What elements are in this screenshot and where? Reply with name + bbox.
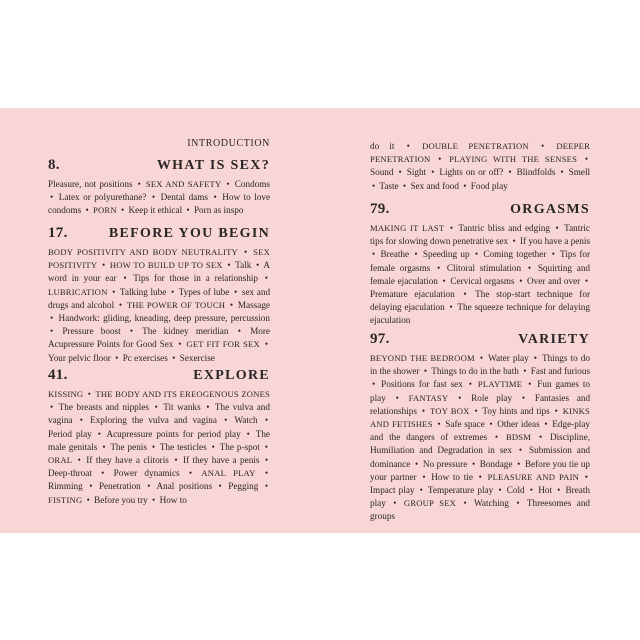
section-entries xyxy=(370,140,590,193)
contents-entry: Pc exercises xyxy=(122,352,168,363)
bullet-separator: • xyxy=(172,352,176,363)
contents-entry: THE POWER OF TOUCH xyxy=(126,299,226,310)
bullet-separator: • xyxy=(101,468,105,479)
bullet-separator: • xyxy=(474,405,478,416)
contents-entry: The stop-start technique for delaying ejaculation xyxy=(370,289,591,313)
running-head: INTRODUCTION xyxy=(187,138,270,149)
contents-entry: Submission and dominance xyxy=(370,445,591,469)
contents-entry: Acupressure points for period play xyxy=(106,428,241,439)
bullet-separator: • xyxy=(264,455,269,466)
bullet-separator: • xyxy=(463,289,467,300)
contents-entry: Clitoral stimulation xyxy=(446,262,522,273)
contents-section-explore xyxy=(48,368,270,507)
bullet-separator: • xyxy=(188,468,193,479)
contents-entry: Sexercise xyxy=(179,352,215,363)
contents-entry: Temperature play xyxy=(427,485,494,496)
contents-entry: Tantric bliss and edging xyxy=(458,223,550,233)
contents-entry: Condoms xyxy=(234,179,270,189)
bullet-separator: • xyxy=(372,249,376,260)
bullet-separator: • xyxy=(463,180,467,191)
bullet-separator: • xyxy=(186,205,190,216)
contents-entry: Squirting and female ejaculation xyxy=(370,262,591,286)
contents-entry: Role play xyxy=(471,392,513,403)
contents-entry: Deep-throat xyxy=(48,468,92,479)
bullet-separator: • xyxy=(233,286,238,297)
bullet-separator: • xyxy=(174,455,178,466)
section-heading xyxy=(48,226,270,241)
contents-entry: Talk xyxy=(235,260,252,271)
contents-entry: Breath play xyxy=(370,485,591,509)
section-entries xyxy=(48,388,270,507)
section-page-number: 97. xyxy=(370,331,390,347)
bullet-separator: • xyxy=(474,249,479,260)
right-page xyxy=(370,108,590,533)
bullet-separator: • xyxy=(206,402,210,413)
bullet-separator: • xyxy=(121,205,125,216)
contents-entry: Keep it ethical xyxy=(128,205,183,216)
contents-entry: Water play xyxy=(488,353,529,363)
bullet-separator: • xyxy=(528,379,532,390)
contents-entry: KINKS AND FETISHES xyxy=(370,405,591,430)
bullet-separator: • xyxy=(533,353,538,363)
contents-entry: ANAL PLAY xyxy=(201,468,256,479)
bullet-separator: • xyxy=(50,326,54,337)
contents-entry: PORN xyxy=(93,205,117,216)
bullet-separator: • xyxy=(77,455,81,466)
contents-entry: BEYOND THE BEDROOM xyxy=(370,353,475,363)
bullet-separator: • xyxy=(471,458,476,469)
section-heading xyxy=(370,202,590,217)
bullet-separator: • xyxy=(521,392,526,403)
bullet-separator: • xyxy=(519,275,523,286)
section-title: VARIETY xyxy=(518,332,590,347)
contents-section-orgasms xyxy=(370,202,590,328)
bullet-separator: • xyxy=(463,498,467,509)
contents-entry: Sound xyxy=(370,167,394,178)
bullet-separator: • xyxy=(170,286,175,297)
contents-entry: Handwork: gliding, kneading, deep pressure, percussion xyxy=(58,313,270,324)
bullet-separator: • xyxy=(498,485,502,496)
contents-entry: BODY POSITIVITY AND BODY NEUTRALITY xyxy=(48,247,238,257)
contents-entry: The male genitals xyxy=(48,428,270,452)
bullet-separator: • xyxy=(494,432,499,443)
contents-entry: Blindfolds xyxy=(516,167,556,178)
contents-entry: Exploring the vulva and vagina xyxy=(90,415,217,426)
bullet-separator: • xyxy=(557,485,561,496)
section-entries xyxy=(370,352,590,524)
contents-entry: GET FIT FOR SEX xyxy=(186,339,260,350)
contents-entry: Cold xyxy=(506,485,525,496)
contents-entry: How to tie xyxy=(431,471,473,482)
bullet-separator: • xyxy=(414,458,419,469)
contents-entry: sex and drugs and alcohol xyxy=(48,286,271,310)
contents-entry: Fun games to play xyxy=(370,379,590,403)
contents-entry: Cervical orgasms xyxy=(450,275,515,286)
bullet-separator: • xyxy=(442,275,446,286)
contents-entry: Penetration xyxy=(98,481,141,492)
contents-entry: A word in your ear xyxy=(48,260,271,284)
bullet-separator: • xyxy=(517,458,521,469)
contents-entry: MAKING IT LAST xyxy=(370,223,445,233)
contents-entry: Before you try xyxy=(94,494,148,505)
bullet-separator: • xyxy=(123,273,127,284)
bullet-separator: • xyxy=(101,260,106,271)
left-page xyxy=(48,108,270,533)
contents-entry: Latex or polyurethane? xyxy=(58,192,147,203)
bullet-separator: • xyxy=(211,441,215,452)
bullet-separator: • xyxy=(419,485,423,496)
contents-section-variety xyxy=(370,332,590,524)
bullet-separator: • xyxy=(89,481,93,492)
contents-entry: Tit wanks xyxy=(163,402,201,413)
bullet-separator: • xyxy=(264,481,269,492)
bullet-separator: • xyxy=(529,485,534,496)
bullet-separator: • xyxy=(264,468,269,479)
bullet-separator: • xyxy=(422,471,426,482)
contents-entry: PLAYTIME xyxy=(477,379,523,390)
contents-entry: Period play xyxy=(48,428,92,439)
bullet-separator: • xyxy=(544,419,548,430)
contents-entry: Watching xyxy=(474,498,509,509)
contents-entry: DEEPER PENETRATION xyxy=(370,141,591,165)
bullet-separator: • xyxy=(478,471,482,482)
bullet-separator: • xyxy=(264,441,268,452)
bullet-separator: • xyxy=(479,353,484,363)
contents-entry: Tips for those in a relationship xyxy=(133,273,258,284)
contents-entry: Talking lube xyxy=(119,286,167,297)
contents-entry: Power dynamics xyxy=(113,468,180,479)
contents-entry: Things to do in the shower xyxy=(370,353,590,377)
contents-entry: Speeding up xyxy=(422,249,470,260)
section-title: EXPLORE xyxy=(193,368,270,383)
contents-entry: If you have a penis xyxy=(520,236,591,247)
bullet-separator: • xyxy=(86,494,90,505)
bullet-separator: • xyxy=(395,392,399,403)
bullet-separator: • xyxy=(87,389,91,399)
contents-entry: Threesomes and groups xyxy=(370,498,591,522)
bullet-separator: • xyxy=(112,286,116,297)
contents-entry: Smell xyxy=(568,167,591,178)
contents-entry: SEX AND SAFETY xyxy=(145,179,222,189)
bullet-separator: • xyxy=(458,392,462,403)
bullet-separator: • xyxy=(554,405,558,416)
bullet-separator: • xyxy=(393,498,397,509)
bullet-separator: • xyxy=(229,299,234,310)
bullet-separator: • xyxy=(421,405,426,416)
contents-entry: Your pelvic floor xyxy=(48,352,111,363)
bullet-separator: • xyxy=(50,402,54,413)
section-page-number: 79. xyxy=(370,201,390,217)
contents-entry: ORAL xyxy=(48,455,73,466)
bullet-separator: • xyxy=(468,379,472,390)
contents-entry: TOY BOX xyxy=(430,405,470,416)
contents-entry: Sight xyxy=(406,167,427,178)
bullet-separator: • xyxy=(437,419,441,430)
bullet-separator: • xyxy=(508,167,512,178)
contents-entry: The testicles xyxy=(159,441,207,452)
bullet-separator: • xyxy=(118,299,123,310)
section-title: ORGASMS xyxy=(510,202,590,217)
bullet-separator: • xyxy=(402,180,407,191)
contents-entry: FISTING xyxy=(48,494,83,505)
bullet-separator: • xyxy=(137,179,141,189)
bullet-separator: • xyxy=(372,180,376,191)
contents-entry: HOW TO BUILD UP TO SEX xyxy=(109,260,223,271)
contents-entry: Coming together xyxy=(483,249,547,260)
contents-entry: How to xyxy=(159,494,187,505)
contents-entry: Types of lube xyxy=(178,286,230,297)
contents-entry: Other ideas xyxy=(497,419,540,430)
bullet-separator: • xyxy=(50,313,54,324)
bullet-separator: • xyxy=(436,262,441,273)
contents-entry: Pegging xyxy=(228,481,259,492)
contents-continuation xyxy=(370,140,590,193)
book-spread xyxy=(0,108,640,533)
contents-entry: Edge-play and the dangers of extremes xyxy=(370,419,591,443)
contents-entry: The penis xyxy=(110,441,147,452)
bullet-separator: • xyxy=(79,415,83,426)
bullet-separator: • xyxy=(50,192,54,203)
contents-entry: LUBRICATION xyxy=(48,286,108,297)
contents-entry: The vulva and vagina xyxy=(48,402,270,426)
contents-entry: DOUBLE PENETRATION xyxy=(422,141,529,151)
section-page-number: 17. xyxy=(48,225,68,241)
bullet-separator: • xyxy=(449,223,454,233)
contents-entry: do it xyxy=(370,141,395,151)
bullet-separator: • xyxy=(423,366,428,377)
contents-entry: FANTASY xyxy=(408,392,449,403)
contents-entry: Anal positions xyxy=(156,481,213,492)
contents-section-before-you-begin xyxy=(48,226,270,365)
bullet-separator: • xyxy=(147,481,151,492)
bullet-separator: • xyxy=(264,415,269,426)
contents-entry: No pressure xyxy=(422,458,468,469)
contents-entry: The p-spot xyxy=(219,441,260,452)
contents-entry: Dental dams xyxy=(160,192,208,203)
bullet-separator: • xyxy=(256,260,260,271)
section-heading xyxy=(48,368,270,383)
contents-entry: Pressure boost xyxy=(62,326,121,337)
contents-entry: Safe space xyxy=(445,419,485,430)
bullet-separator: • xyxy=(226,179,230,189)
section-title: BEFORE YOU BEGIN xyxy=(108,226,270,241)
bullet-separator: • xyxy=(129,326,134,337)
contents-entry: Watch xyxy=(234,415,258,426)
bullet-separator: • xyxy=(237,326,241,337)
contents-entry: The breasts and nipples xyxy=(58,402,149,413)
contents-entry: Things to do in the bath xyxy=(431,366,519,377)
bullet-separator: • xyxy=(151,192,156,203)
bullet-separator: • xyxy=(97,428,101,439)
bullet-separator: • xyxy=(431,167,435,178)
bullet-separator: • xyxy=(85,205,89,216)
bullet-separator: • xyxy=(489,419,493,430)
contents-entry: If they have a penis xyxy=(182,455,260,466)
section-entries xyxy=(370,222,590,328)
bullet-separator: • xyxy=(518,445,523,456)
bullet-separator: • xyxy=(414,249,418,260)
bullet-separator: • xyxy=(512,236,516,247)
contents-entry: Before you tie up your partner xyxy=(370,458,591,482)
section-page-number: 8. xyxy=(48,157,60,173)
contents-entry: More Acupressure Points for Good Sex xyxy=(48,326,271,350)
contents-entry: The squeeze technique for delaying ejaculation xyxy=(370,302,590,326)
contents-entry: Premature ejaculation xyxy=(370,289,455,300)
bullet-separator: • xyxy=(264,273,268,284)
bullet-separator: • xyxy=(213,192,217,203)
bullet-separator: • xyxy=(115,352,119,363)
bullet-separator: • xyxy=(584,154,589,165)
bullet-separator: • xyxy=(102,441,106,452)
contents-entry: Over and over xyxy=(527,275,581,286)
contents-entry: If they have a clitoris xyxy=(86,455,169,466)
bullet-separator: • xyxy=(555,223,559,233)
contents-entry: Rimming xyxy=(48,481,83,492)
bullet-separator: • xyxy=(540,141,545,151)
contents-entry: Hot xyxy=(538,485,552,496)
contents-entry: KISSING xyxy=(48,389,84,399)
contents-entry: The kidney meridian xyxy=(142,326,229,337)
contents-entry: Porn as inspo xyxy=(193,205,244,216)
bullet-separator: • xyxy=(516,498,520,509)
contents-entry: Bondage xyxy=(479,458,513,469)
bullet-separator: • xyxy=(449,302,453,313)
bullet-separator: • xyxy=(584,471,589,482)
section-page-number: 41. xyxy=(48,367,68,383)
bullet-separator: • xyxy=(246,428,250,439)
contents-entry: PLEASURE AND PAIN xyxy=(487,471,580,482)
bullet-separator: • xyxy=(523,366,527,377)
section-entries xyxy=(48,178,270,218)
contents-entry: Sex and food xyxy=(410,180,459,191)
contents-entry: Breathe xyxy=(380,249,410,260)
contents-entry: Taste xyxy=(379,180,399,191)
bullet-separator: • xyxy=(224,415,228,426)
contents-entry: How to love condoms xyxy=(48,192,271,216)
contents-entry: PLAYING WITH THE SENSES xyxy=(449,154,578,165)
bullet-separator: • xyxy=(178,339,182,350)
bullet-separator: • xyxy=(218,481,222,492)
contents-entry: Massage xyxy=(237,299,271,310)
contents-entry: Food play xyxy=(470,180,508,191)
contents-entry: Discipline, Humiliation and Degradation in sex xyxy=(370,432,591,456)
contents-entry: Positions for fast sex xyxy=(381,379,463,390)
contents-entry: Impact play xyxy=(370,485,415,496)
contents-entry: Tips for female orgasms xyxy=(370,249,591,273)
bullet-separator: • xyxy=(372,379,376,390)
bullet-separator: • xyxy=(264,339,269,350)
bullet-separator: • xyxy=(398,167,402,178)
bullet-separator: • xyxy=(243,247,248,257)
section-title: WHAT IS SEX? xyxy=(156,158,270,173)
bullet-separator: • xyxy=(154,402,158,413)
contents-entry: SEX POSITIVITY xyxy=(48,247,271,271)
section-heading xyxy=(48,158,270,173)
bullet-separator: • xyxy=(538,432,543,443)
bullet-separator: • xyxy=(527,262,532,273)
contents-entry: Toy hints and tips xyxy=(482,405,550,416)
contents-section-what-is-sex xyxy=(48,158,270,218)
contents-entry: Fantasies and relationships xyxy=(370,392,591,416)
bullet-separator: • xyxy=(551,249,555,260)
bullet-separator: • xyxy=(560,167,564,178)
contents-entry: BDSM xyxy=(505,432,532,443)
contents-entry: Pleasure, not positions xyxy=(48,179,133,189)
bullet-separator: • xyxy=(584,275,589,286)
bullet-separator: • xyxy=(438,154,442,165)
bullet-separator: • xyxy=(227,260,231,271)
contents-entry: GROUP SEX xyxy=(403,498,457,509)
contents-entry: Fast and furious xyxy=(530,366,591,377)
bullet-separator: • xyxy=(152,494,156,505)
contents-entry: Lights on or off? xyxy=(439,167,504,178)
section-heading xyxy=(370,332,590,347)
contents-entry: Tantric tips for slowing down penetrative sex xyxy=(370,223,590,247)
contents-entry: THE BODY AND ITS EREOGENOUS ZONES xyxy=(95,389,271,399)
bullet-separator: • xyxy=(151,441,156,452)
section-entries xyxy=(48,246,270,365)
bullet-separator: • xyxy=(406,141,410,151)
